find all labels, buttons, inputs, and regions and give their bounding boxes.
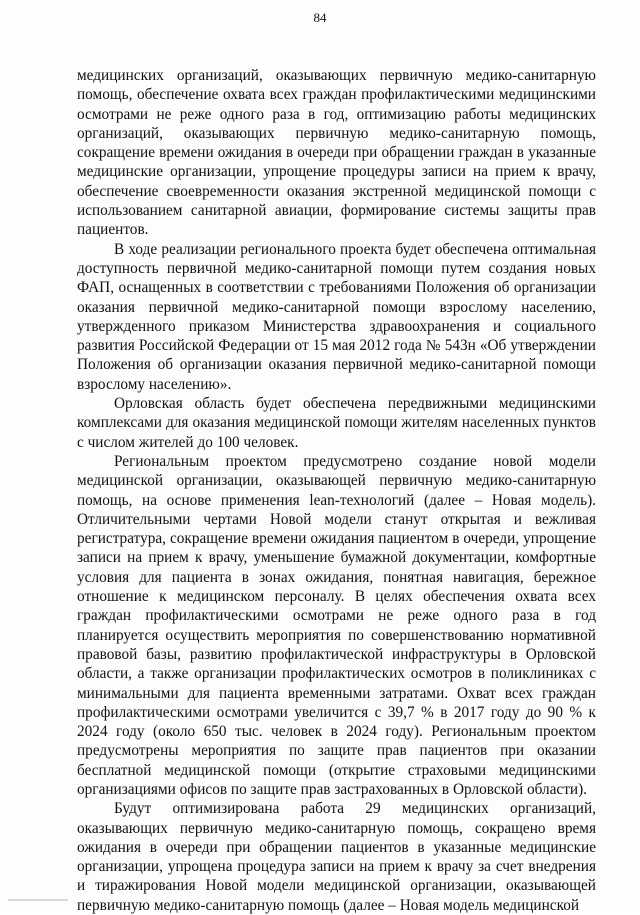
paragraph-4: Региональным проектом предусмотрено создание новой модели медицинской организации, оказывающей первичную медико-санитарную помощь, на основе применения lean-технологий (далее – Новая модель). Отличительными чертами Новой модели станут открытая и вежливая регистратура, сокращение времени ожидания пациентом в очереди, упрощение записи на прием к врачу, уменьшение бумажной документации, комфортные условия для пациента в зонах ожидания, понятная навигация, бережное отношение к медицинском персоналу. В целях обеспечения охвата всех граждан профилактическими осмотрами не реже одного раза в год планируется осуществить мероприятия по совершенствованию нормативной правовой базы, развитию профилактической инфраструктуры в Орловской области, а также организации профилактических осмотров в поликлиниках с минимальными для пациента временными затратами. Охват всех граждан профилактическими осмотрами увеличится с 39,7 % в 2017 году до 90 % к 2024 году (около 650 тыс. человек в 2024 году). Региональным проектом предусмотрены мероприятия по защите прав пациентов при оказании бесплатной медицинской помощи (открытие страховыми медицинскими организациями офисов по защите прав застрахованных в Орловской области). (77, 452, 596, 798)
paragraph-3: Орловская область будет обеспечена передвижными медицинскими комплексами для оказания медицинской помощи жителям населенных пунктов с числом жителей до 100 человек. (77, 395, 596, 451)
document-body (77, 66, 596, 915)
paragraph-2: В ходе реализации регионального проекта будет обеспечена оптимальная доступность первичной медико-санитарной помощи путем создания новых ФАП, оснащенных в соответствии с требованиями Положения об организации оказания первичной медико-санитарной помощи взрослому населению, утвержденного приказом Министерства здравоохранения и социального развития Российской Федерации от 15 мая 2012 года № 543н «Об утверждении Положения об организации оказания первичной медико-санитарной помощи взрослому населению». (77, 240, 596, 393)
paragraph-1: медицинских организаций, оказывающих первичную медико-санитарную помощь, обеспечение охвата всех граждан профилактическими медицинскими осмотрами не реже одного раза в год, оптимизацию работы медицинских организаций, оказывающих первичную медико-санитарную помощь, сокращение времени ожидания в очереди при обращении граждан в указанные медицинские организации, упрощение процедуры записи на прием к врачу, обеспечение своевременности оказания экстренной медицинской помощи с использованием санитарной авиации, формирование системы защиты прав пациентов. (77, 67, 596, 239)
page-number: 84 (313, 10, 327, 25)
scan-artifact (8, 899, 68, 901)
paragraph-5: Будут оптимизирована работа 29 медицинских организаций, оказывающих первичную медико-санитарную помощь, сокращено время ожидания в очереди при обращении пациентов в указанные медицинские организации, упрощена процедура записи на прием к врачу за счет внедрения и тиражирования Новой модели медицинской организации, оказывающей первичную медико-санитарную помощь (далее – Новая модель медицинской (77, 800, 596, 914)
